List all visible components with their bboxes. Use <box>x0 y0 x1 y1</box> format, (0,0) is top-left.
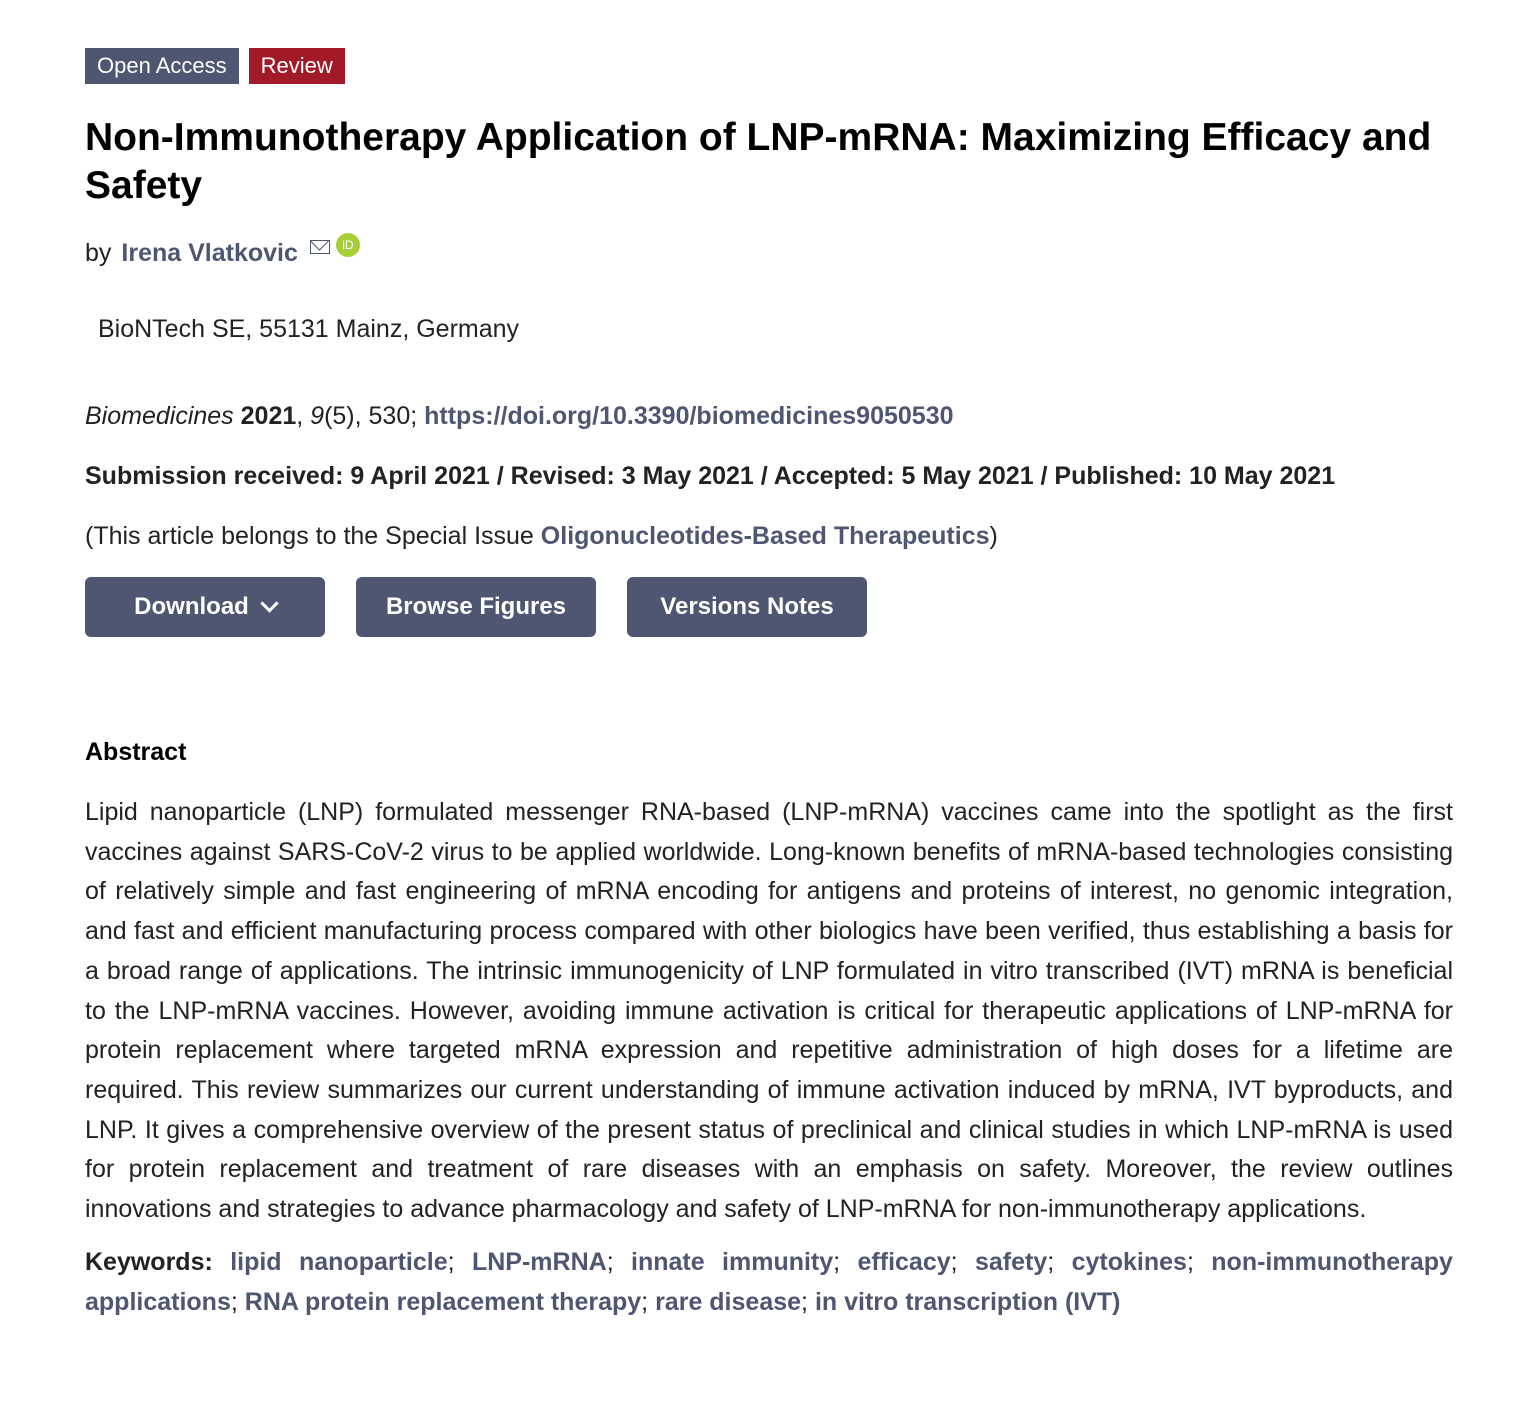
byline <box>85 236 1453 270</box>
download-button-label: Download <box>134 593 249 620</box>
keyword-link[interactable]: rare disease <box>655 1287 802 1316</box>
article-header <box>85 48 1453 1322</box>
keyword-link[interactable]: non-immunotherapy applications <box>85 1247 1453 1316</box>
download-button[interactable] <box>85 577 325 637</box>
byline-prefix: by <box>85 239 112 267</box>
abstract-heading: Abstract <box>85 738 187 766</box>
chevron-down-icon <box>260 594 278 612</box>
citation-year: 2021 <box>240 402 297 430</box>
browse-figures-button[interactable] <box>356 577 596 637</box>
author-link[interactable]: Irena Vlatkovic <box>121 239 298 267</box>
mail-icon[interactable] <box>310 240 330 254</box>
browse-figures-label: Browse Figures <box>385 593 567 620</box>
keyword-link[interactable]: RNA protein replacement therapy <box>244 1287 642 1316</box>
abstract-text: Lipid nanoparticle (LNP) formulated messenger RNA-based (LNP-mRNA) vaccines came into the spotlight as the first vaccines against SARS-CoV-2 virus to be applied worldwide. Long-known benefits of mRNA-based technologies consisting of relatively simple and fast engineering of mRNA encoding for antigens and proteins of interest, no genomic integration, and fast and efficient manufacturing process compared with other biologics have been verified, thus establishing a basis for a broad range of applications. The intrinsic immunogenicity of LNP formulated in vitro transcribed (IVT) mRNA is beneficial to the LNP-mRNA vaccines. However, avoiding immune activation is critical for therapeutic applications of LNP-mRNA for protein replacement where targeted mRNA expression and repetitive administration of high doses for a lifetime are required. This review summarizes our current understanding of immune activation induced by mRNA, IVT byproducts, and LNP. It gives a comprehensive overview of the present status of preclinical and clinical studies in which LNP-mRNA is used for protein replacement and treatment of rare diseases with an emphasis on safety. Moreover, the review outlines innovations and strategies to advance pharmacology and safety of LNP-mRNA for non-immunotherapy applications. <box>85 798 1453 1224</box>
citation-volume: 9 <box>310 402 325 430</box>
affiliation: BioNTech SE, 55131 Mainz, Germany <box>98 315 520 343</box>
versions-notes-button[interactable] <box>627 577 867 637</box>
doi-link[interactable]: https://doi.org/10.3390/biomedicines9050530 <box>424 402 954 430</box>
keywords: Keywords: lipid nanoparticle; LNP-mRNA; innate immunity; efficacy; safety; cytokines; non-immunotherapy applications; RNA protein replacement therapy; rare disease; in vitro transcription (IVT) <box>85 1247 1453 1316</box>
review-badge: Review <box>249 48 345 84</box>
journal-name: Biomedicines <box>85 402 234 430</box>
special-issue-suffix: ) <box>989 522 998 550</box>
open-access-badge: Open Access <box>85 48 239 84</box>
keyword-link[interactable]: efficacy <box>857 1247 951 1276</box>
citation: Biomedicines 2021, 9(5), 530; https://doi.org/10.3390/biomedicines9050530 <box>85 402 954 430</box>
orcid-icon[interactable]: iD <box>336 233 360 257</box>
keyword-link[interactable]: lipid nanoparticle <box>230 1247 448 1276</box>
versions-notes-label: Versions Notes <box>660 593 834 620</box>
keyword-link[interactable]: safety <box>974 1247 1048 1276</box>
action-buttons <box>85 577 1453 637</box>
keywords-label: Keywords: <box>85 1247 213 1276</box>
special-issue-prefix: (This article belongs to the Special Issue <box>85 522 541 550</box>
special-issue-note <box>85 519 1453 553</box>
keyword-link[interactable]: cytokines <box>1071 1247 1187 1276</box>
publication-dates: Submission received: 9 April 2021 / Revised: 3 May 2021 / Accepted: 5 May 2021 / Published: 10 May 2021 <box>85 462 1336 490</box>
keyword-link[interactable]: innate immunity <box>631 1247 834 1276</box>
keyword-link[interactable]: LNP-mRNA <box>471 1247 607 1276</box>
keyword-link[interactable]: in vitro transcription (IVT) <box>814 1287 1121 1316</box>
badge-row <box>85 48 1453 84</box>
citation-issue-pages: (5), 530; <box>324 402 418 430</box>
special-issue-link[interactable]: Oligonucleotides-Based Therapeutics <box>540 522 990 550</box>
article-title: Non-Immunotherapy Application of LNP-mRNA: Maximizing Efficacy and Safety <box>85 116 1432 207</box>
